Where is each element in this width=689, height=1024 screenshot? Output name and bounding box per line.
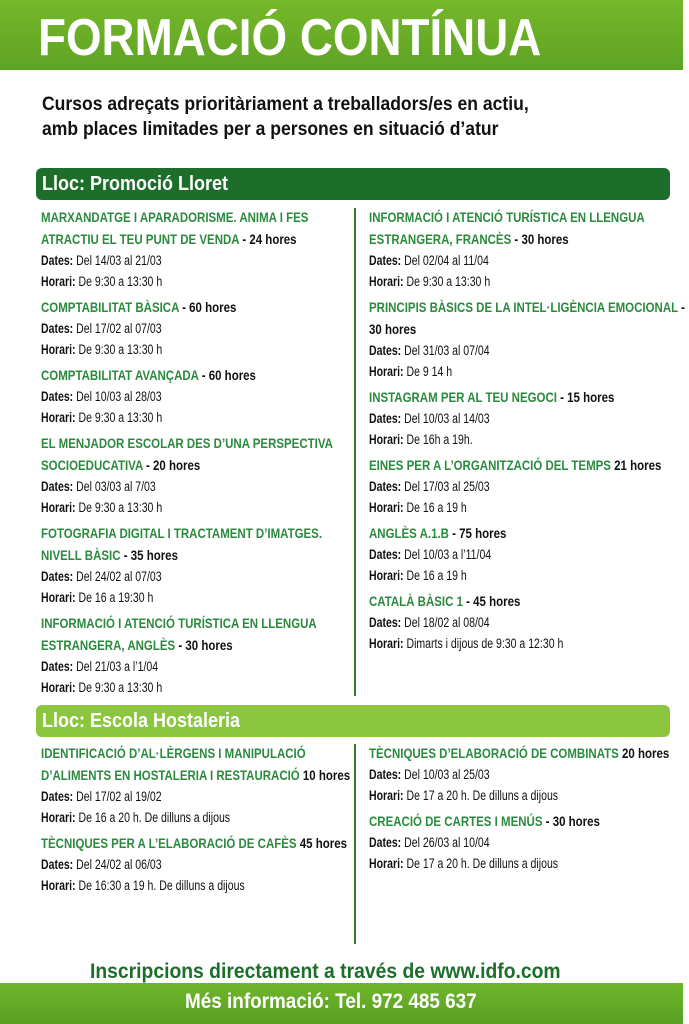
schedule-value: De 9:30 a 13:30 h — [78, 500, 163, 515]
schedule-value: De 9:30 a 13:30 h — [406, 274, 491, 289]
course-title — [41, 364, 361, 386]
course-hours: - 30 hores — [369, 299, 685, 337]
course-name: EINES PER A L’ORGANITZACIÓ DEL TEMPS — [369, 457, 611, 473]
course-hours: 10 hores — [302, 767, 351, 783]
course-dates — [369, 408, 681, 429]
dates-label: Dates: — [41, 389, 74, 404]
section-header-escola-hostaleria — [36, 705, 670, 737]
course-column-right — [369, 742, 689, 878]
course-dates — [369, 250, 681, 271]
course-title — [369, 742, 689, 764]
course-title — [41, 742, 361, 786]
dates-label: Dates: — [41, 253, 74, 268]
course-name: CREACIÓ DE CARTES I MENÚS — [369, 813, 543, 829]
course-name: MARXANDATGE I APARADORISME. ANIMA I FES ATRACTIU EL TEU PUNT DE VENDA — [41, 209, 309, 247]
subtitle-line-1: Cursos adreçats prioritàriament a treballadors/es en actiu, — [42, 93, 529, 115]
schedule-value: De 16 a 19 h — [406, 500, 467, 515]
schedule-label: Horari: — [41, 500, 76, 515]
course-item — [369, 386, 689, 450]
dates-label: Dates: — [369, 343, 402, 358]
course-name: INSTAGRAM PER AL TEU NEGOCI — [369, 389, 557, 405]
subtitle-line-2: amb places limitades per a persones en situació d’atur — [42, 118, 499, 140]
course-schedule — [41, 875, 353, 896]
schedule-value: De 16:30 a 19 h. De dilluns a dijous — [78, 878, 245, 893]
course-dates — [41, 656, 353, 677]
course-item — [41, 364, 361, 428]
dates-label: Dates: — [369, 767, 402, 782]
column-divider — [354, 208, 356, 696]
course-schedule — [369, 633, 681, 654]
course-schedule — [369, 497, 681, 518]
dates-value: Del 17/02 al 19/02 — [76, 789, 162, 804]
dates-value: Del 26/03 al 10/04 — [404, 835, 490, 850]
dates-value: Del 17/02 al 07/03 — [76, 321, 162, 336]
dates-label: Dates: — [369, 835, 402, 850]
course-title — [41, 296, 361, 318]
schedule-label: Horari: — [41, 342, 76, 357]
course-item — [369, 206, 689, 292]
schedule-value: De 17 a 20 h. De dilluns a dijous — [406, 788, 559, 803]
course-dates — [369, 340, 681, 361]
schedule-label: Horari: — [369, 568, 404, 583]
course-dates — [369, 476, 681, 497]
course-name: INFORMACIÓ I ATENCIÓ TURÍSTICA EN LLENGUA ESTRANGERA, FRANCÈS — [369, 209, 645, 247]
course-hours: 21 hores — [614, 457, 662, 473]
course-hours: - 60 hores — [201, 367, 256, 383]
course-name: EL MENJADOR ESCOLAR DES D’UNA PERSPECTIVA SOCIOEDUCATIVA — [41, 435, 333, 473]
course-name: FOTOGRAFIA DIGITAL I TRACTAMENT D’IMATGES. NIVELL BÀSIC — [41, 525, 323, 563]
course-item — [41, 432, 361, 518]
course-title — [369, 590, 689, 612]
page-title: FORMACIÓ CONTÍNUA — [38, 9, 542, 67]
course-item — [369, 522, 689, 586]
dates-label: Dates: — [41, 569, 74, 584]
schedule-label: Horari: — [41, 410, 76, 425]
subtitle — [42, 92, 672, 142]
course-schedule — [41, 407, 353, 428]
course-item — [369, 296, 689, 382]
course-dates — [369, 612, 681, 633]
course-item — [369, 810, 689, 874]
course-title — [369, 206, 689, 250]
course-title — [41, 432, 361, 476]
course-dates — [41, 476, 353, 497]
course-item — [41, 522, 361, 608]
dates-value: Del 10/03 al 14/03 — [404, 411, 490, 426]
course-hours: - 24 hores — [242, 231, 297, 247]
course-hours: - 60 hores — [182, 299, 237, 315]
course-name: IDENTIFICACIÓ D’AL·LÈRGENS I MANIPULACIÓ D’ALIMENTS EN HOSTALERIA I RESTAURACIÓ — [41, 745, 306, 783]
schedule-value: De 16h a 19h. — [406, 432, 473, 447]
schedule-label: Horari: — [369, 856, 404, 871]
schedule-value: De 17 a 20 h. De dilluns a dijous — [406, 856, 559, 871]
course-hours: - 30 hores — [514, 231, 569, 247]
course-hours: - 30 hores — [178, 637, 233, 653]
course-dates — [41, 566, 353, 587]
course-hours: - 45 hores — [466, 593, 521, 609]
course-hours: - 35 hores — [123, 547, 178, 563]
course-name: INFORMACIÓ I ATENCIÓ TURÍSTICA EN LLENGUA ESTRANGERA, ANGLÈS — [41, 615, 317, 653]
course-dates — [41, 250, 353, 271]
course-schedule — [369, 565, 681, 586]
section-header-promocio-lloret — [36, 168, 670, 200]
course-name: COMPTABILITAT AVANÇADA — [41, 367, 199, 383]
course-title — [369, 810, 689, 832]
schedule-value: De 9:30 a 13:30 h — [78, 680, 163, 695]
course-hours: - 15 hores — [560, 389, 615, 405]
dates-value: Del 31/03 al 07/04 — [404, 343, 490, 358]
schedule-label: Horari: — [369, 432, 404, 447]
course-dates — [369, 764, 681, 785]
course-hours: - 75 hores — [452, 525, 507, 541]
course-schedule — [41, 339, 353, 360]
schedule-label: Horari: — [369, 364, 404, 379]
course-title — [41, 522, 361, 566]
course-item — [369, 742, 689, 806]
course-schedule — [369, 785, 681, 806]
dates-label: Dates: — [369, 615, 402, 630]
course-dates — [41, 786, 353, 807]
course-dates — [41, 854, 353, 875]
course-title — [369, 296, 689, 340]
schedule-value: De 9:30 a 13:30 h — [78, 410, 163, 425]
course-hours: - 20 hores — [146, 457, 201, 473]
course-hours: 45 hores — [299, 835, 347, 851]
dates-label: Dates: — [41, 659, 74, 674]
dates-value: Del 17/03 al 25/03 — [404, 479, 490, 494]
schedule-label: Horari: — [41, 878, 76, 893]
course-item — [369, 454, 689, 518]
course-title — [369, 386, 689, 408]
schedule-label: Horari: — [369, 274, 404, 289]
course-dates — [369, 544, 681, 565]
column-divider — [354, 744, 356, 944]
course-column-left — [41, 206, 361, 702]
course-item — [369, 590, 689, 654]
dates-label: Dates: — [369, 253, 402, 268]
section-title: Lloc: Escola Hostaleria — [42, 710, 241, 732]
course-title — [369, 522, 689, 544]
dates-label: Dates: — [41, 321, 74, 336]
course-schedule — [41, 677, 353, 698]
schedule-value: De 9:30 a 13:30 h — [78, 274, 163, 289]
course-title — [41, 832, 361, 854]
inscriptions-text: Inscripcions directament a través de www.idfo.com — [90, 960, 561, 983]
more-info-phone: Més informació: Tel. 972 485 637 — [185, 990, 477, 1013]
course-title — [41, 612, 361, 656]
schedule-label: Horari: — [41, 274, 76, 289]
dates-label: Dates: — [369, 547, 402, 562]
schedule-label: Horari: — [41, 590, 76, 605]
schedule-value: De 16 a 19:30 h — [78, 590, 154, 605]
dates-value: Del 03/03 al 7/03 — [76, 479, 156, 494]
dates-value: Del 14/03 al 21/03 — [76, 253, 162, 268]
course-item — [41, 832, 361, 896]
schedule-label: Horari: — [369, 636, 404, 651]
course-item — [41, 206, 361, 292]
dates-value: Del 10/03 al 28/03 — [76, 389, 162, 404]
course-dates — [41, 386, 353, 407]
schedule-value: De 16 a 19 h — [406, 568, 467, 583]
course-schedule — [369, 361, 681, 382]
course-schedule — [41, 497, 353, 518]
course-dates — [41, 318, 353, 339]
course-title — [369, 454, 689, 476]
dates-value: Del 02/04 al 11/04 — [404, 253, 489, 268]
course-hours: 20 hores — [621, 745, 670, 761]
dates-label: Dates: — [41, 479, 74, 494]
schedule-label: Horari: — [369, 788, 404, 803]
dates-value: Del 24/02 al 07/03 — [76, 569, 162, 584]
course-schedule — [369, 429, 681, 450]
course-name: ANGLÈS A.1.B — [369, 525, 449, 541]
course-name: TÈCNIQUES PER A L’ELABORACIÓ DE CAFÈS — [41, 835, 297, 851]
dates-label: Dates: — [41, 789, 74, 804]
schedule-value: Dimarts i dijous de 9:30 a 12:30 h — [406, 636, 564, 651]
dates-value: Del 18/02 al 08/04 — [404, 615, 490, 630]
dates-label: Dates: — [369, 479, 402, 494]
course-column-left — [41, 742, 361, 900]
course-item — [41, 742, 361, 828]
course-dates — [369, 832, 681, 853]
course-schedule — [369, 271, 681, 292]
dates-label: Dates: — [369, 411, 402, 426]
schedule-label: Horari: — [369, 500, 404, 515]
course-item — [41, 296, 361, 360]
dates-value: Del 10/03 a l’11/04 — [404, 547, 492, 562]
schedule-label: Horari: — [41, 680, 76, 695]
section-title: Lloc: Promoció Lloret — [42, 173, 229, 195]
schedule-label: Horari: — [41, 810, 76, 825]
course-name: COMPTABILITAT BÀSICA — [41, 299, 179, 315]
course-item — [41, 612, 361, 698]
course-column-right — [369, 206, 689, 658]
course-schedule — [41, 587, 353, 608]
course-name: CATALÀ BÀSIC 1 — [369, 593, 463, 609]
course-hours: - 30 hores — [545, 813, 600, 829]
course-title — [41, 206, 361, 250]
dates-value: Del 24/02 al 06/03 — [76, 857, 162, 872]
course-schedule — [41, 807, 353, 828]
dates-value: Del 21/03 a l’1/04 — [76, 659, 159, 674]
course-schedule — [41, 271, 353, 292]
course-name: PRINCIPIS BÀSICS DE LA INTEL·LIGÈNCIA EMOCIONAL — [369, 299, 678, 315]
schedule-value: De 9 14 h — [406, 364, 453, 379]
dates-label: Dates: — [41, 857, 74, 872]
course-name: TÈCNIQUES D’ELABORACIÓ DE COMBINATS — [369, 745, 619, 761]
course-schedule — [369, 853, 681, 874]
schedule-value: De 9:30 a 13:30 h — [78, 342, 163, 357]
dates-value: Del 10/03 al 25/03 — [404, 767, 490, 782]
schedule-value: De 16 a 20 h. De dilluns a dijous — [78, 810, 231, 825]
